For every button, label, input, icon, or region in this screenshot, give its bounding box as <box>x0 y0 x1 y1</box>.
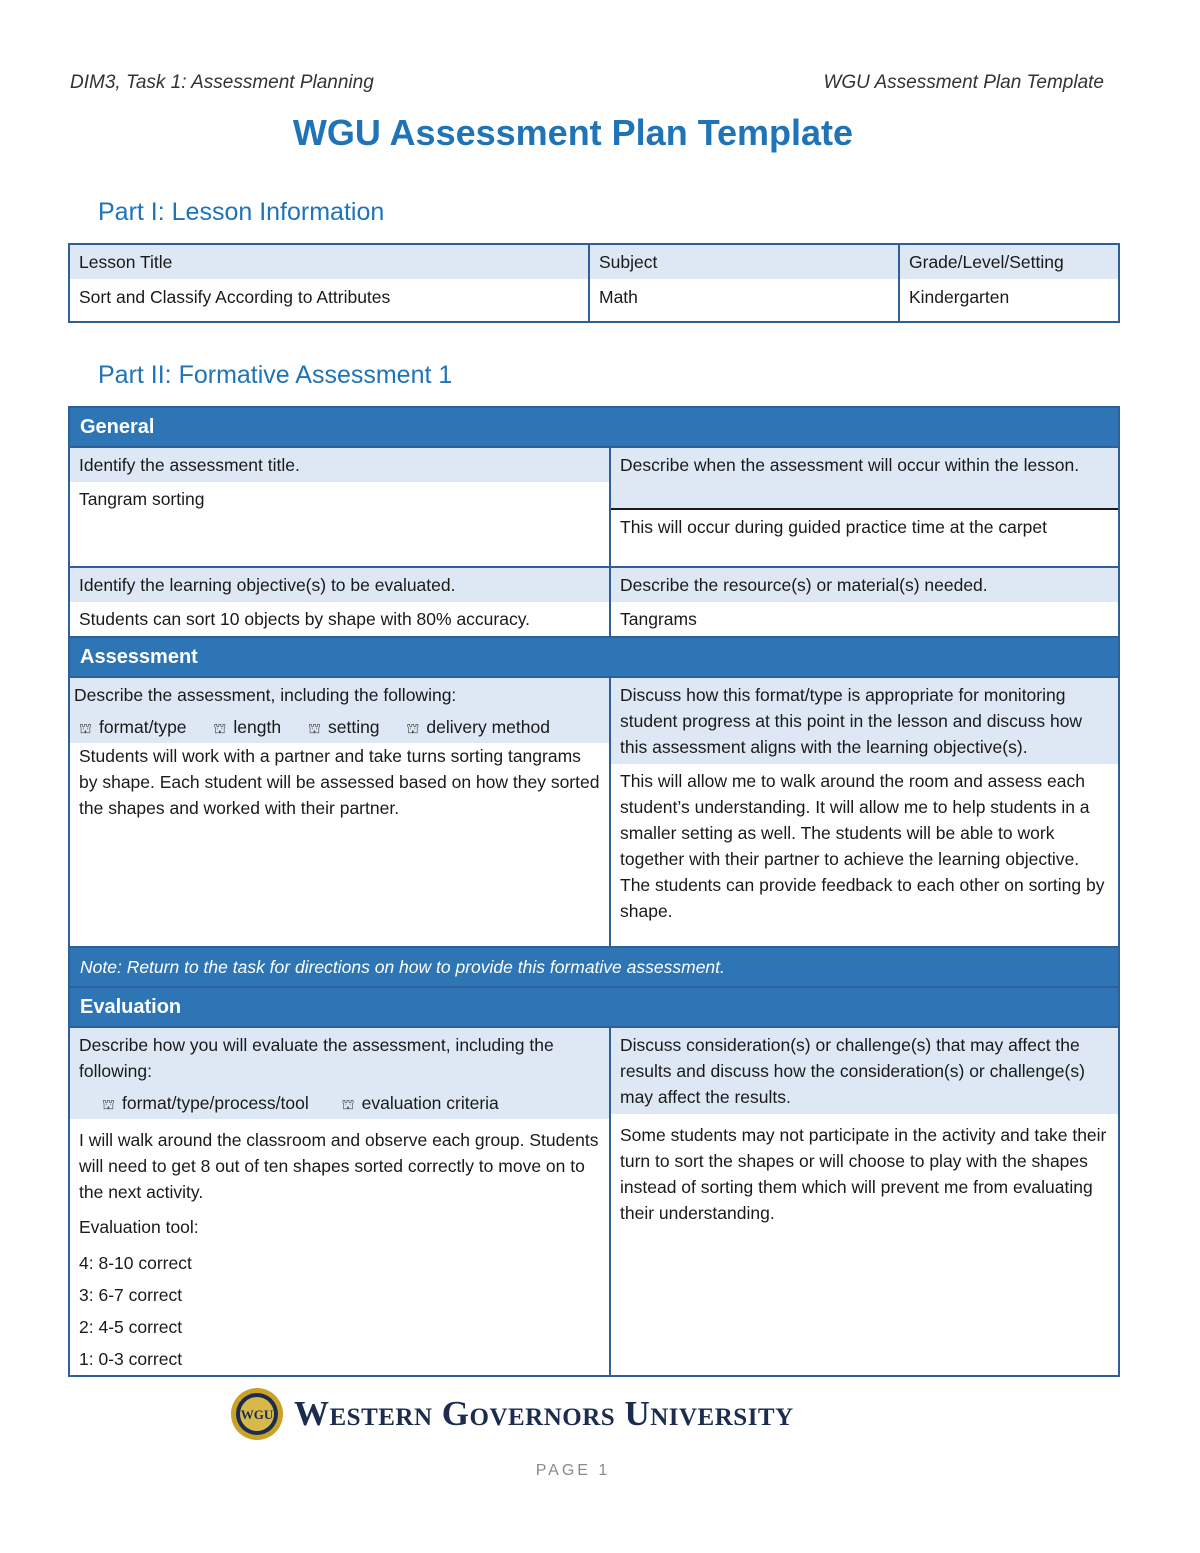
describe-assessment-cell <box>69 677 610 947</box>
university-name: Western Governors University <box>294 1394 794 1433</box>
evaluate-answer: I will walk around the classroom and observe each group. Students will need to get 8 out of ten shapes sorted correctly to move on to the next activity. <box>79 1130 599 1202</box>
assessment-title-cell <box>69 447 610 567</box>
assessment-when-answer: This will occur during guided practice time at the carpet <box>620 517 1048 537</box>
lesson-info-table <box>68 243 1120 323</box>
subject-header: Subject <box>589 244 899 279</box>
bullet-delivery-method: ⛫ delivery method <box>406 714 550 741</box>
rubric-level-3: 3: 6-7 correct <box>79 1285 183 1305</box>
lesson-title-header: Lesson Title <box>69 244 589 279</box>
grade-value: Kindergarten <box>899 279 1119 322</box>
bullet-format-process-tool: ⛫ format/type/process/tool <box>102 1090 309 1117</box>
bullet-setting: ⛫ setting <box>308 714 380 741</box>
wgu-seal-icon <box>230 1387 284 1441</box>
checkbox-bullet-icon: ⛫ <box>102 1096 115 1112</box>
evaluate-cell <box>69 1027 610 1376</box>
running-header-left: DIM3, Task 1: Assessment Planning <box>70 72 374 93</box>
evaluation-section-bar: Evaluation <box>69 987 1119 1027</box>
checkbox-bullet-icon: ⛫ <box>307 720 321 736</box>
bullet-length: ⛫ length <box>213 714 281 741</box>
resources-answer: Tangrams <box>620 609 697 629</box>
resources-prompt: Describe the resource(s) or material(s) needed. <box>611 568 1118 602</box>
objective-cell <box>69 567 610 637</box>
rubric-level-4: 4: 8-10 correct <box>79 1253 192 1273</box>
evaluate-prompt: Describe how you will evaluate the assessment, including the following: <box>70 1028 609 1088</box>
assessment-when-cell <box>610 447 1119 567</box>
assessment-section-bar: Assessment <box>69 637 1119 677</box>
rubric-level-2: 2: 4-5 correct <box>79 1317 183 1337</box>
bullet-evaluation-criteria: ⛫ evaluation criteria <box>342 1090 499 1117</box>
describe-assessment-bullets <box>70 712 609 743</box>
lesson-title-value: Sort and Classify According to Attributes <box>69 279 589 322</box>
discuss-format-answer: This will allow me to walk around the room and assess each student’s understanding. It will allow me to help students in a smaller setting as well. The students will be able to work together with their partner to achieve the learning objective. The students can provide feedback to each other on sorting by shape. <box>620 771 1105 921</box>
task-note-bar: Note: Return to the task for directions on how to provide this formative assessment. <box>69 947 1119 987</box>
checkbox-bullet-icon: ⛫ <box>406 720 420 736</box>
assessment-title-prompt: Identify the assessment title. <box>70 448 609 482</box>
grade-header: Grade/Level/Setting <box>899 244 1119 279</box>
objective-answer: Students can sort 10 objects by shape with 80% accuracy. <box>79 609 531 629</box>
document-title: WGU Assessment Plan Template <box>292 112 854 153</box>
challenge-answer: Some students may not participate in the activity and take their turn to sort the shapes or will choose to play with the shapes instead of sorting them which will prevent me from evaluating their understanding. <box>620 1125 1107 1223</box>
page-number: PAGE 1 <box>535 1462 611 1479</box>
checkbox-bullet-icon: ⛫ <box>213 720 227 736</box>
checkbox-bullet-icon: ⛫ <box>79 720 92 736</box>
challenge-cell <box>610 1027 1119 1376</box>
bullet-format-type: ⛫ format/type <box>79 714 187 741</box>
general-section-bar: General <box>69 407 1119 447</box>
assessment-title-answer: Tangram sorting <box>79 489 205 509</box>
checkbox-bullet-icon: ⛫ <box>341 1096 355 1112</box>
objective-prompt: Identify the learning objective(s) to be evaluated. <box>70 568 609 602</box>
evaluate-bullets <box>70 1088 609 1119</box>
part2-heading: Part II: Formative Assessment 1 <box>98 361 453 389</box>
describe-assessment-prompt: Describe the assessment, including the following: <box>70 678 609 712</box>
evaluation-tool-label: Evaluation tool: <box>79 1217 199 1237</box>
subject-value: Math <box>589 279 899 322</box>
describe-assessment-answer: Students will work with a partner and take turns sorting tangrams by shape. Each student will be assessed based on how they sorted the shapes and worked with their partner. <box>79 746 600 818</box>
formative-assessment-table <box>68 406 1120 1377</box>
part1-heading: Part I: Lesson Information <box>98 198 385 226</box>
svg-text:WGU: WGU <box>240 1407 274 1422</box>
running-header-right: WGU Assessment Plan Template <box>823 72 1104 93</box>
challenge-prompt: Discuss consideration(s) or challenge(s) that may affect the results and discuss how the consideration(s) or challenge(s) may affect the results. <box>611 1028 1118 1114</box>
discuss-format-prompt: Discuss how this format/type is appropriate for monitoring student progress at this point in the lesson and discuss how this assessment aligns with the learning objective(s). <box>611 678 1118 764</box>
wgu-logo <box>230 1384 890 1444</box>
discuss-format-cell <box>610 677 1119 947</box>
assessment-when-prompt: Describe when the assessment will occur within the lesson. <box>611 448 1118 510</box>
rubric-level-1: 1: 0-3 correct <box>79 1349 183 1369</box>
resources-cell <box>610 567 1119 637</box>
